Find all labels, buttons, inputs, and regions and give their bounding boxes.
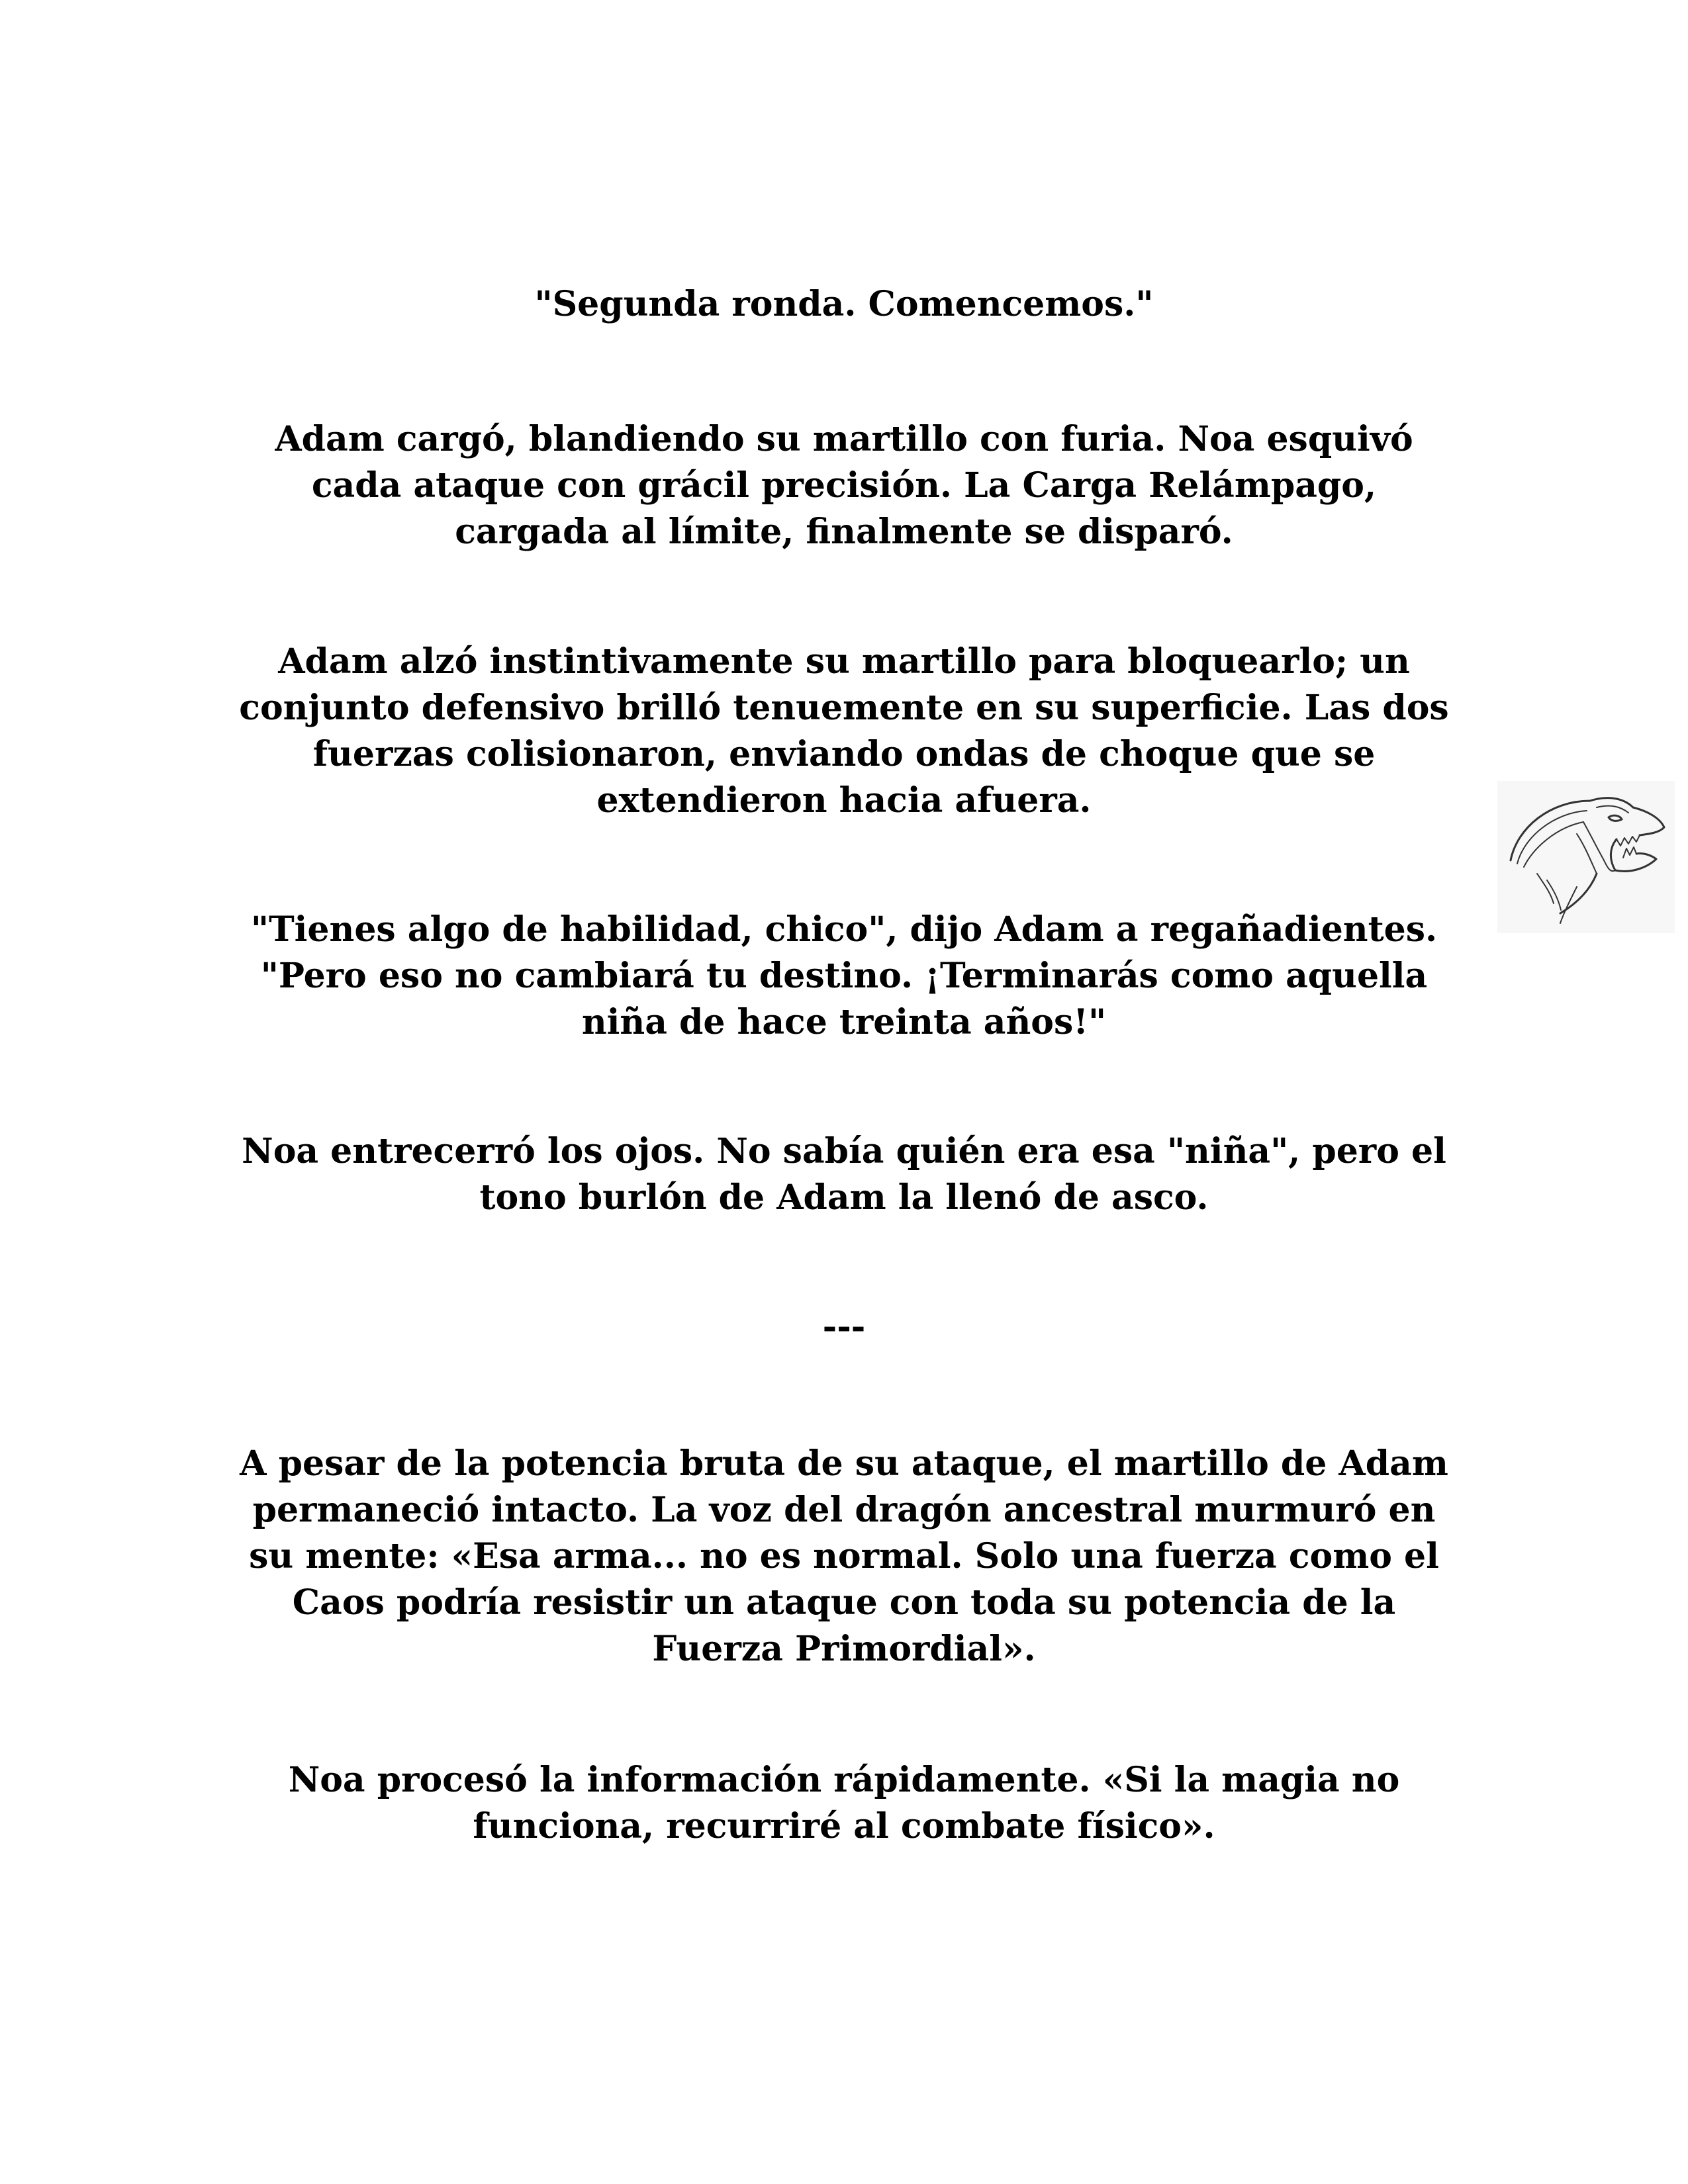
scene-separator [199, 1304, 1489, 1350]
paragraph-line: Noa procesó la información rápidamente. «Si la magia no [288, 1760, 1400, 1800]
paragraph-line: su mente: «Esa arma... no es normal. Solo una fuerza como el [249, 1536, 1439, 1576]
paragraph-line: funciona, recurriré al combate físico». [473, 1806, 1215, 1846]
paragraph-line: Adam cargó, blandiendo su martillo con furia. Noa esquivó [275, 419, 1413, 459]
paragraph-line: tono burlón de Adam la llenó de asco. [479, 1177, 1209, 1218]
paragraph-8 [199, 1757, 1489, 1850]
paragraph-line: Fuerza Primordial». [652, 1629, 1036, 1669]
paragraph-line: cada ataque con grácil precisión. La Carga Relámpago, [311, 465, 1377, 506]
paragraph-line: cargada al límite, finalmente se disparó. [455, 512, 1233, 552]
paragraph-line: fuerzas colisionaron, enviando ondas de choque que se [312, 734, 1376, 774]
paragraph-line: "Pero eso no cambiará tu destino. ¡Terminarás como aquella [260, 956, 1428, 996]
paragraph-line: Noa entrecerró los ojos. No sabía quién era esa "niña", pero el [242, 1131, 1446, 1171]
paragraph-line: extendieron hacia afuera. [596, 780, 1092, 821]
dragon-sketch-icon [1497, 781, 1675, 933]
paragraph-line: A pesar de la potencia bruta de su ataque, el martillo de Adam [240, 1443, 1448, 1484]
paragraph-4 [199, 907, 1489, 1046]
paragraph-line: permaneció intacto. La voz del dragón ancestral murmuró en [252, 1490, 1436, 1530]
separator-line: --- [822, 1306, 866, 1347]
paragraph-line: conjunto defensivo brilló tenuemente en su superficie. Las dos [239, 688, 1449, 728]
paragraph-3 [199, 639, 1489, 824]
paragraph-1 [199, 281, 1489, 328]
paragraph-5 [199, 1128, 1489, 1221]
paragraph-7 [199, 1441, 1489, 1672]
paragraph-2 [199, 416, 1489, 555]
paragraph-line: Caos podría resistir un ataque con toda su potencia de la [292, 1582, 1396, 1623]
paragraph-line: Adam alzó instintivamente su martillo para bloquearlo; un [278, 641, 1410, 682]
paragraph-line: "Segunda ronda. Comencemos." [534, 284, 1154, 324]
paragraph-line: niña de hace treinta años!" [581, 1002, 1107, 1042]
paragraph-line: "Tienes algo de habilidad, chico", dijo Adam a regañadientes. [250, 909, 1438, 950]
